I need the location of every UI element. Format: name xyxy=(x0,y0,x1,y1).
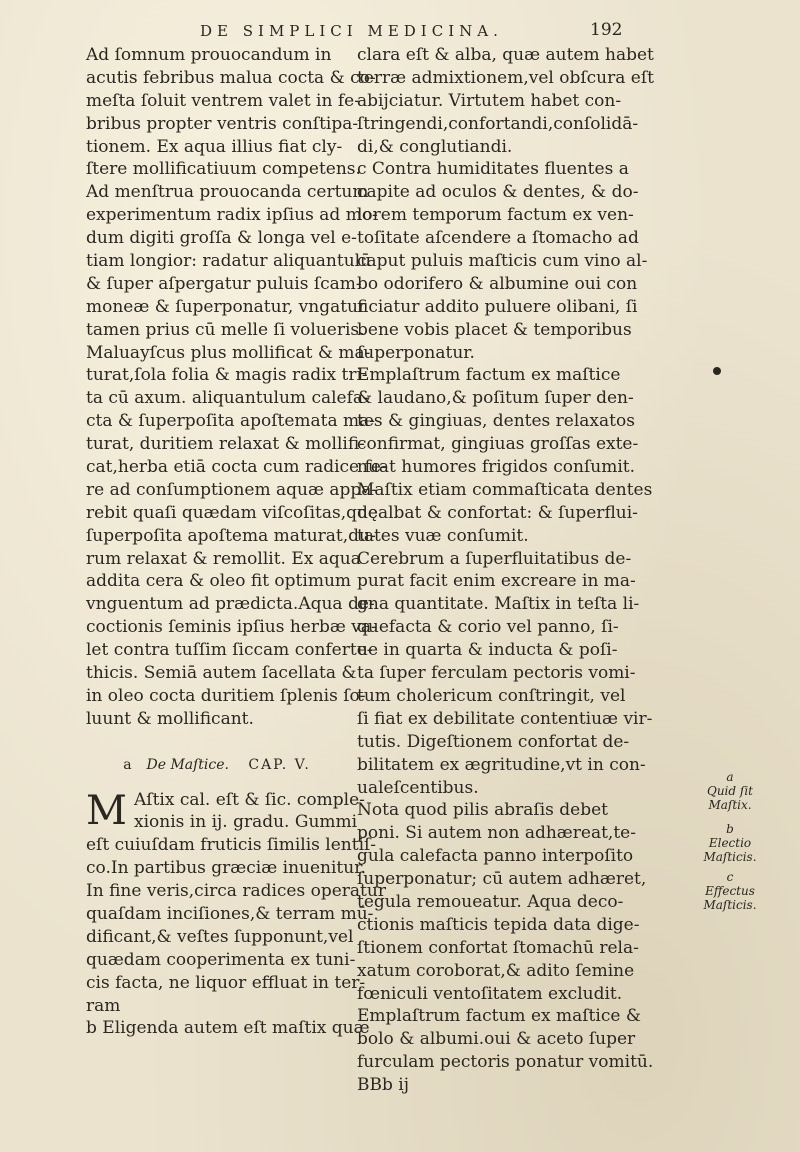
chapter-title: De Maſtice. xyxy=(146,756,229,773)
text-line: di,& conglutiandi. xyxy=(357,136,513,157)
text-line: Nota quod pilis abraſis debet xyxy=(357,800,609,821)
text-line: poni. Si autem non adhæreat,te- xyxy=(357,823,636,844)
text-line: Cerebrum a ſuperfluitatibus de- xyxy=(357,548,632,569)
margin-marker: c xyxy=(726,870,734,884)
text-line: quædam cooperimenta ex tuni- xyxy=(86,949,356,970)
text-line: tegula remoueatur. Aqua deco- xyxy=(357,891,624,912)
text-line: bo odorifero & albumine oui con xyxy=(357,273,638,294)
text-line: ſtringendi,confortandi,conſolidā- xyxy=(357,113,639,134)
text-line: tum cholericum conſtringit, vel xyxy=(357,685,626,706)
text-line: terræ admixtionem,vel obſcura eſt xyxy=(357,67,654,88)
text-line: ficiatur addito puluere olibani, ſi xyxy=(357,296,638,317)
text-line: co.In partibus græciæ inuenitur. xyxy=(86,858,366,879)
text-line: rebit quaſi quædam viſcoſitas,quę xyxy=(86,502,378,523)
text-line: Emplaſtrum factum ex maſtice xyxy=(357,365,621,386)
text-line: tes & gingiuas, dentes relaxatos xyxy=(357,411,635,432)
text-line: tutis. Digeſtionem confortat de- xyxy=(357,731,630,752)
text-line: clara eſt & alba, quæ autem habet xyxy=(357,45,654,65)
text-line: Aſtix cal. eſt & ſic. comple- xyxy=(134,789,365,810)
text-line: ta ſuper ferculam pectoris vomi- xyxy=(357,663,636,684)
text-line: meſta ſoluit ventrem valet in fe- xyxy=(86,90,360,111)
page-number: 192 xyxy=(590,20,623,40)
text-line: Emplaſtrum factum ex maſtice & xyxy=(357,1006,641,1027)
text-line: xionis in ij. gradu. Gummi xyxy=(134,812,358,833)
text-line: tiam longior: radatur aliquantulū xyxy=(86,251,372,272)
text-line: Maluayſcus plus mollificat & ma- xyxy=(86,342,371,363)
text-line: gna quantitate. Maſtix in teſta li- xyxy=(357,594,640,615)
text-line: rum relaxat & remollit. Ex aqua xyxy=(86,548,361,569)
text-line: dealbat & confortat: & ſuperflui- xyxy=(357,502,638,523)
text-line: ue in quarta & inducta & poſi- xyxy=(357,640,618,661)
left-column xyxy=(86,44,387,1040)
text-line: c Contra humiditates fluentes a xyxy=(357,159,629,180)
text-line: re ad conſumptionem aquæ appa- xyxy=(86,479,378,500)
text-line: purat facit enim excreare in ma- xyxy=(357,571,636,592)
text-line: nuat humores frigidos conſumit. xyxy=(357,457,635,478)
text-line: bilitatem ex ægritudine,vt in con- xyxy=(357,754,646,775)
text-line: luunt & mollificant. xyxy=(86,708,254,729)
text-line: dum digiti groſſa & longa vel e- xyxy=(86,228,357,249)
text-line: Maſtix etiam commaſticata dentes xyxy=(357,479,653,500)
text-line: abijciatur. Virtutem habet con- xyxy=(357,90,622,111)
margin-marker: a xyxy=(726,770,734,784)
text-line: ſtionem confortat ſtomachū rela- xyxy=(357,937,639,958)
text-line: ſtere mollificatiuum competens. xyxy=(86,159,361,180)
text-line: let contra tuſſim ſiccam conferte- xyxy=(86,640,373,661)
text-line: acutis febribus malua cocta & co- xyxy=(86,67,376,88)
text-line: cat,herba etiā cocta cum radice fe- xyxy=(86,457,387,478)
margin-text: Effectus Maſticis. xyxy=(703,884,757,912)
text-line: xatum coroborat,& adito ſemine xyxy=(357,960,635,981)
text-line: In fine veris,circa radices operatur xyxy=(86,881,386,902)
margin-note-a xyxy=(700,770,760,812)
text-line: dificant,& veſtes ſupponunt,vel xyxy=(86,926,354,947)
right-text-block xyxy=(357,44,654,1097)
text-line: moneæ & ſuperponatur, vngatur xyxy=(86,296,367,317)
left-text-block xyxy=(86,44,387,731)
text-line: capite ad oculos & dentes, & do- xyxy=(357,182,639,203)
text-line: fœniculi ventoſitatem excludit. xyxy=(357,983,623,1004)
text-line: furculam pectoris ponatur vomitū. xyxy=(357,1052,654,1073)
text-line: turat,ſola folia & magis radix tri- xyxy=(86,365,368,386)
text-line: experimentum radix ipſius ad mo- xyxy=(86,205,378,226)
text-line: toſitate aſcendere a ſtomacho ad xyxy=(357,228,639,249)
text-line: tionem. Ex aqua illius fiat cly- xyxy=(86,136,343,157)
text-line: b Eligenda autem eſt maſtix quæ xyxy=(86,1018,370,1039)
text-line: ram xyxy=(86,995,121,1016)
text-line: eſt cuiuſdam fruticis ſimilis lentiſ- xyxy=(86,835,377,856)
text-line: cis facta, ne liquor effluat in ter- xyxy=(86,972,366,993)
text-line: caput puluis maſticis cum vino al- xyxy=(357,251,648,272)
ink-dot xyxy=(713,367,721,375)
text-line: lorem temporum factum ex ven- xyxy=(357,205,634,226)
text-line: bribus propter ventris conſtipa- xyxy=(86,113,359,134)
drop-cap: M xyxy=(86,787,127,834)
text-line: BBb ij xyxy=(357,1075,409,1096)
chapter-marker: a xyxy=(123,756,134,773)
text-line: gula calefacta panno interpoſito xyxy=(357,846,634,867)
right-column xyxy=(357,44,654,1097)
text-line: ctionis maſticis tepida data dige- xyxy=(357,914,640,935)
text-line: quefacta & corio vel panno, ſi- xyxy=(357,617,619,638)
text-line: ſuperponatur; cū autem adhæret, xyxy=(357,869,647,890)
margin-text: Quid ſit Maſtix. xyxy=(706,784,753,812)
text-line: quaſdam inciſiones,& terram mū- xyxy=(86,903,374,924)
text-line: ualeſcentibus. xyxy=(357,777,479,798)
text-line: ſuperpoſita apoſtema maturat,du- xyxy=(86,525,376,546)
text-line: confirmat, gingiuas groſſas exte- xyxy=(357,434,639,455)
text-line: bene vobis placet & temporibus xyxy=(357,319,632,340)
margin-text: Electio Maſticis. xyxy=(703,836,757,864)
text-line: ſi fiat ex debilitate contentiuæ vir- xyxy=(357,708,653,729)
text-line: coctionis ſeminis ipſius herbæ va- xyxy=(86,617,377,638)
text-line: turat, duritiem relaxat & mollifi- xyxy=(86,434,365,455)
text-line: in oleo cocta duritiem ſplenis ſo- xyxy=(86,685,366,706)
text-line: & laudano,& poſitum ſuper den- xyxy=(357,388,634,409)
text-line: tamen prius cū melle ſi volueris. xyxy=(86,319,365,340)
margin-note-c xyxy=(700,870,760,912)
text-line: vnguentum ad prædicta.Aqua de- xyxy=(86,594,375,615)
text-line: Ad menſtrua prouocanda certum xyxy=(86,182,369,203)
text-line: thicis. Semiā autem ſacellata & xyxy=(86,663,357,684)
running-title: DE SIMPLICI MEDICINA. xyxy=(200,22,503,40)
text-line: & ſuper aſpergatur puluis ſcam- xyxy=(86,273,362,294)
text-line: cta & ſuperpoſita apoſtemata ma- xyxy=(86,411,376,432)
text-line: ta cū axum. aliquantulum calefa- xyxy=(86,388,369,409)
text-line: Ad ſomnum prouocandum in xyxy=(86,45,332,65)
chapter-number: CAP. V. xyxy=(248,756,311,773)
text-line: tates vuæ conſumit. xyxy=(357,525,529,546)
text-line: bolo & albumi.oui & aceto ſuper xyxy=(357,1029,636,1050)
chapter-body xyxy=(86,787,386,1041)
text-line: addita cera & oleo fit optimum xyxy=(86,571,352,592)
chapter-heading xyxy=(86,754,348,777)
margin-note-b xyxy=(700,822,760,864)
margin-marker: b xyxy=(726,822,734,836)
text-line: ſuperponatur. xyxy=(357,342,475,363)
